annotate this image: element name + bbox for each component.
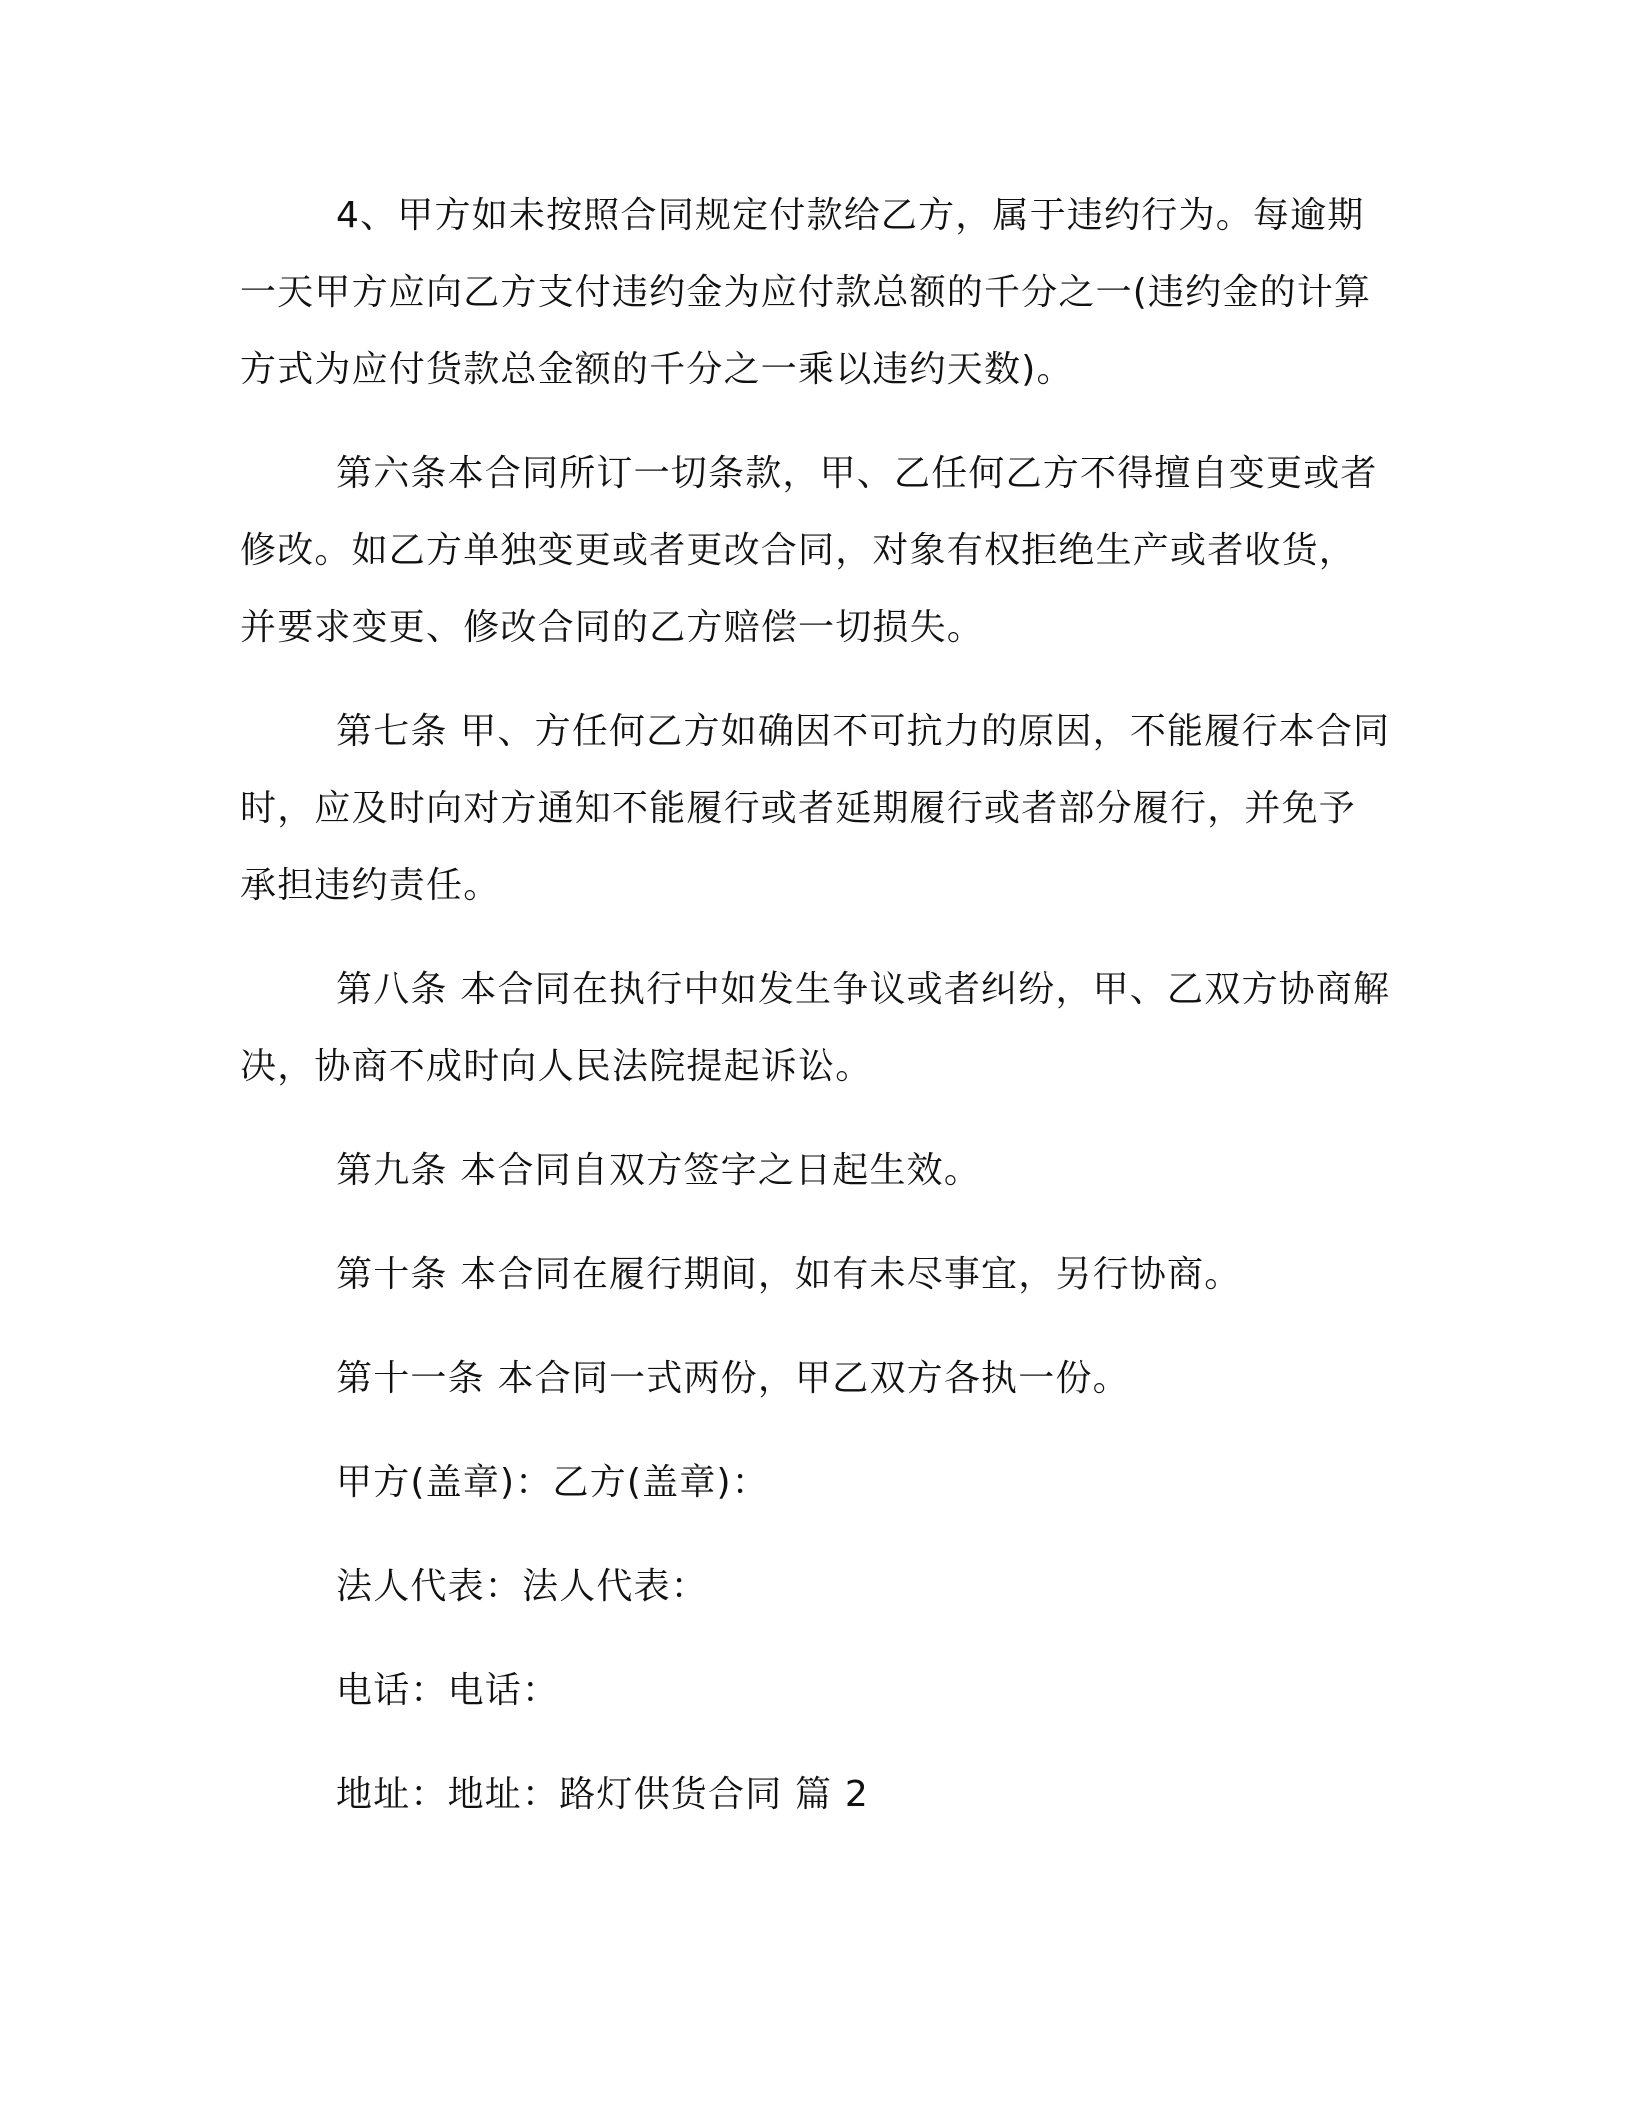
clause-4-line-1: 4、甲方如未按照合同规定付款给乙方，属于违约行为。每逾期 — [336, 195, 1365, 236]
article-6-line-1: 第六条本合同所订一切条款，甲、乙任何乙方不得擅自变更或者 — [336, 453, 1378, 494]
article-7-line-2: 时，应及时向对方通知不能履行或者延期履行或者部分履行，并免予 — [240, 788, 1357, 829]
signature-seal-line: 甲方(盖章)：乙方(盖章)： — [336, 1462, 769, 1503]
article-11: 第十一条 本合同一式两份，甲乙双方各执一份。 — [336, 1358, 1130, 1399]
clause-4-line-2: 一天甲方应向乙方支付违约金为应付款总额的千分之一(违约金的计算 — [240, 272, 1372, 313]
article-6-line-2: 修改。如乙方单独变更或者更改合同，对象有权拒绝生产或者收货， — [240, 530, 1357, 571]
article-10: 第十条 本合同在履行期间，如有未尽事宜，另行协商。 — [336, 1254, 1242, 1295]
article-8-line-1: 第八条 本合同在执行中如发生争议或者纠纷，甲、乙双方协商解 — [336, 969, 1391, 1010]
article-6-line-3: 并要求变更、修改合同的乙方赔偿一切损失。 — [240, 607, 985, 648]
phone-line: 电话：电话： — [336, 1670, 560, 1711]
article-9: 第九条 本合同自双方签字之日起生效。 — [336, 1150, 982, 1191]
address-line: 地址：地址：路灯供货合同 篇 2 — [336, 1774, 869, 1815]
article-8-line-2: 决，协商不成时向人民法院提起诉讼。 — [240, 1046, 873, 1087]
legal-representative-line: 法人代表：法人代表： — [336, 1566, 709, 1607]
clause-4-line-3: 方式为应付货款总金额的千分之一乘以违约天数)。 — [240, 349, 1074, 390]
article-7-line-1: 第七条 甲、方任何乙方如确因不可抗力的原因，不能履行本合同 — [336, 711, 1391, 752]
article-7-line-3: 承担违约责任。 — [240, 865, 501, 906]
